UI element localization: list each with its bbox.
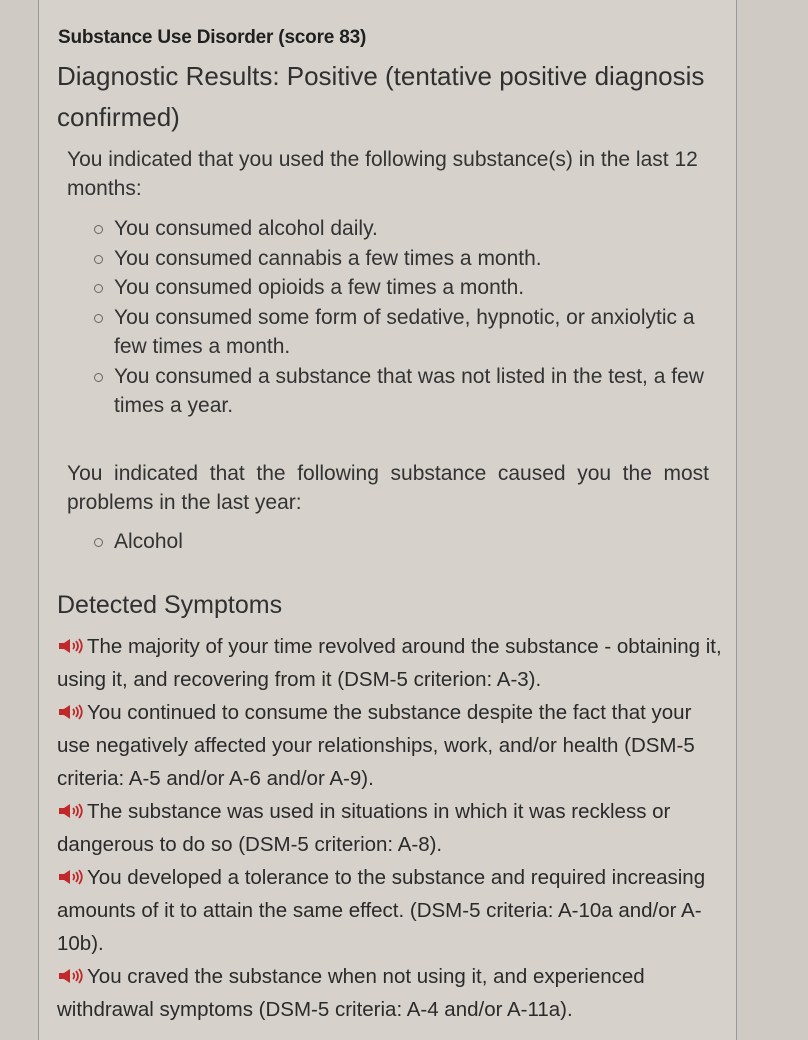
list-item: You consumed alcohol daily. <box>92 214 722 244</box>
list-item: Alcohol <box>92 527 692 556</box>
symptom-item: You craved the substance when not using it, and experienced withdrawal symptoms (DSM-5 criteria: A-4 and/or A-11a). <box>57 965 645 1021</box>
substances-list <box>92 214 722 421</box>
list-item: You consumed opioids a few times a month. <box>92 273 722 303</box>
substances-intro: You indicated that you used the following substance(s) in the last 12 months: <box>67 148 698 200</box>
speaker-icon <box>57 638 85 654</box>
list-item: You consumed some form of sedative, hypnotic, or anxiolytic a few times a month. <box>92 303 722 362</box>
symptom-item: You developed a tolerance to the substance and required increasing amounts of it to attain the same effect. (DSM-5 criteria: A-10a and/or A-10b). <box>57 866 706 955</box>
diagnostic-results: Diagnostic Results: Positive (tentative positive diagnosis confirmed) <box>57 61 705 132</box>
speaker-icon <box>57 803 85 819</box>
list-item: You consumed a substance that was not listed in the test, a few times a year. <box>92 362 722 421</box>
circle-bullet-icon <box>94 284 103 293</box>
symptom-item: The majority of your time revolved around the substance - obtaining it, using it, and recovering from it (DSM-5 criterion: A-3). <box>57 635 722 691</box>
speaker-icon <box>57 968 85 984</box>
circle-bullet-icon <box>94 255 103 264</box>
circle-bullet-icon <box>94 225 103 234</box>
symptom-item: The substance was used in situations in which it was reckless or dangerous to do so (DSM-5 criterion: A-8). <box>57 800 671 856</box>
problem-substances-list <box>92 527 692 556</box>
circle-bullet-icon <box>94 314 103 323</box>
symptoms-list <box>57 630 722 1026</box>
circle-bullet-icon <box>94 373 103 382</box>
list-item: You consumed cannabis a few times a month. <box>92 244 722 274</box>
symptom-item: You continued to consume the substance despite the fact that your use negatively affected your relationships, work, and/or health (DSM-5 criteria: A-5 and/or A-6 and/or A-9). <box>57 701 695 790</box>
problem-intro: You indicated that the following substance caused you the most problems in the last year: <box>67 462 709 514</box>
circle-bullet-icon <box>94 538 103 547</box>
speaker-icon <box>57 704 85 720</box>
speaker-icon <box>57 869 85 885</box>
section-title: Substance Use Disorder (score 83) <box>58 27 367 48</box>
symptoms-heading: Detected Symptoms <box>57 591 283 619</box>
